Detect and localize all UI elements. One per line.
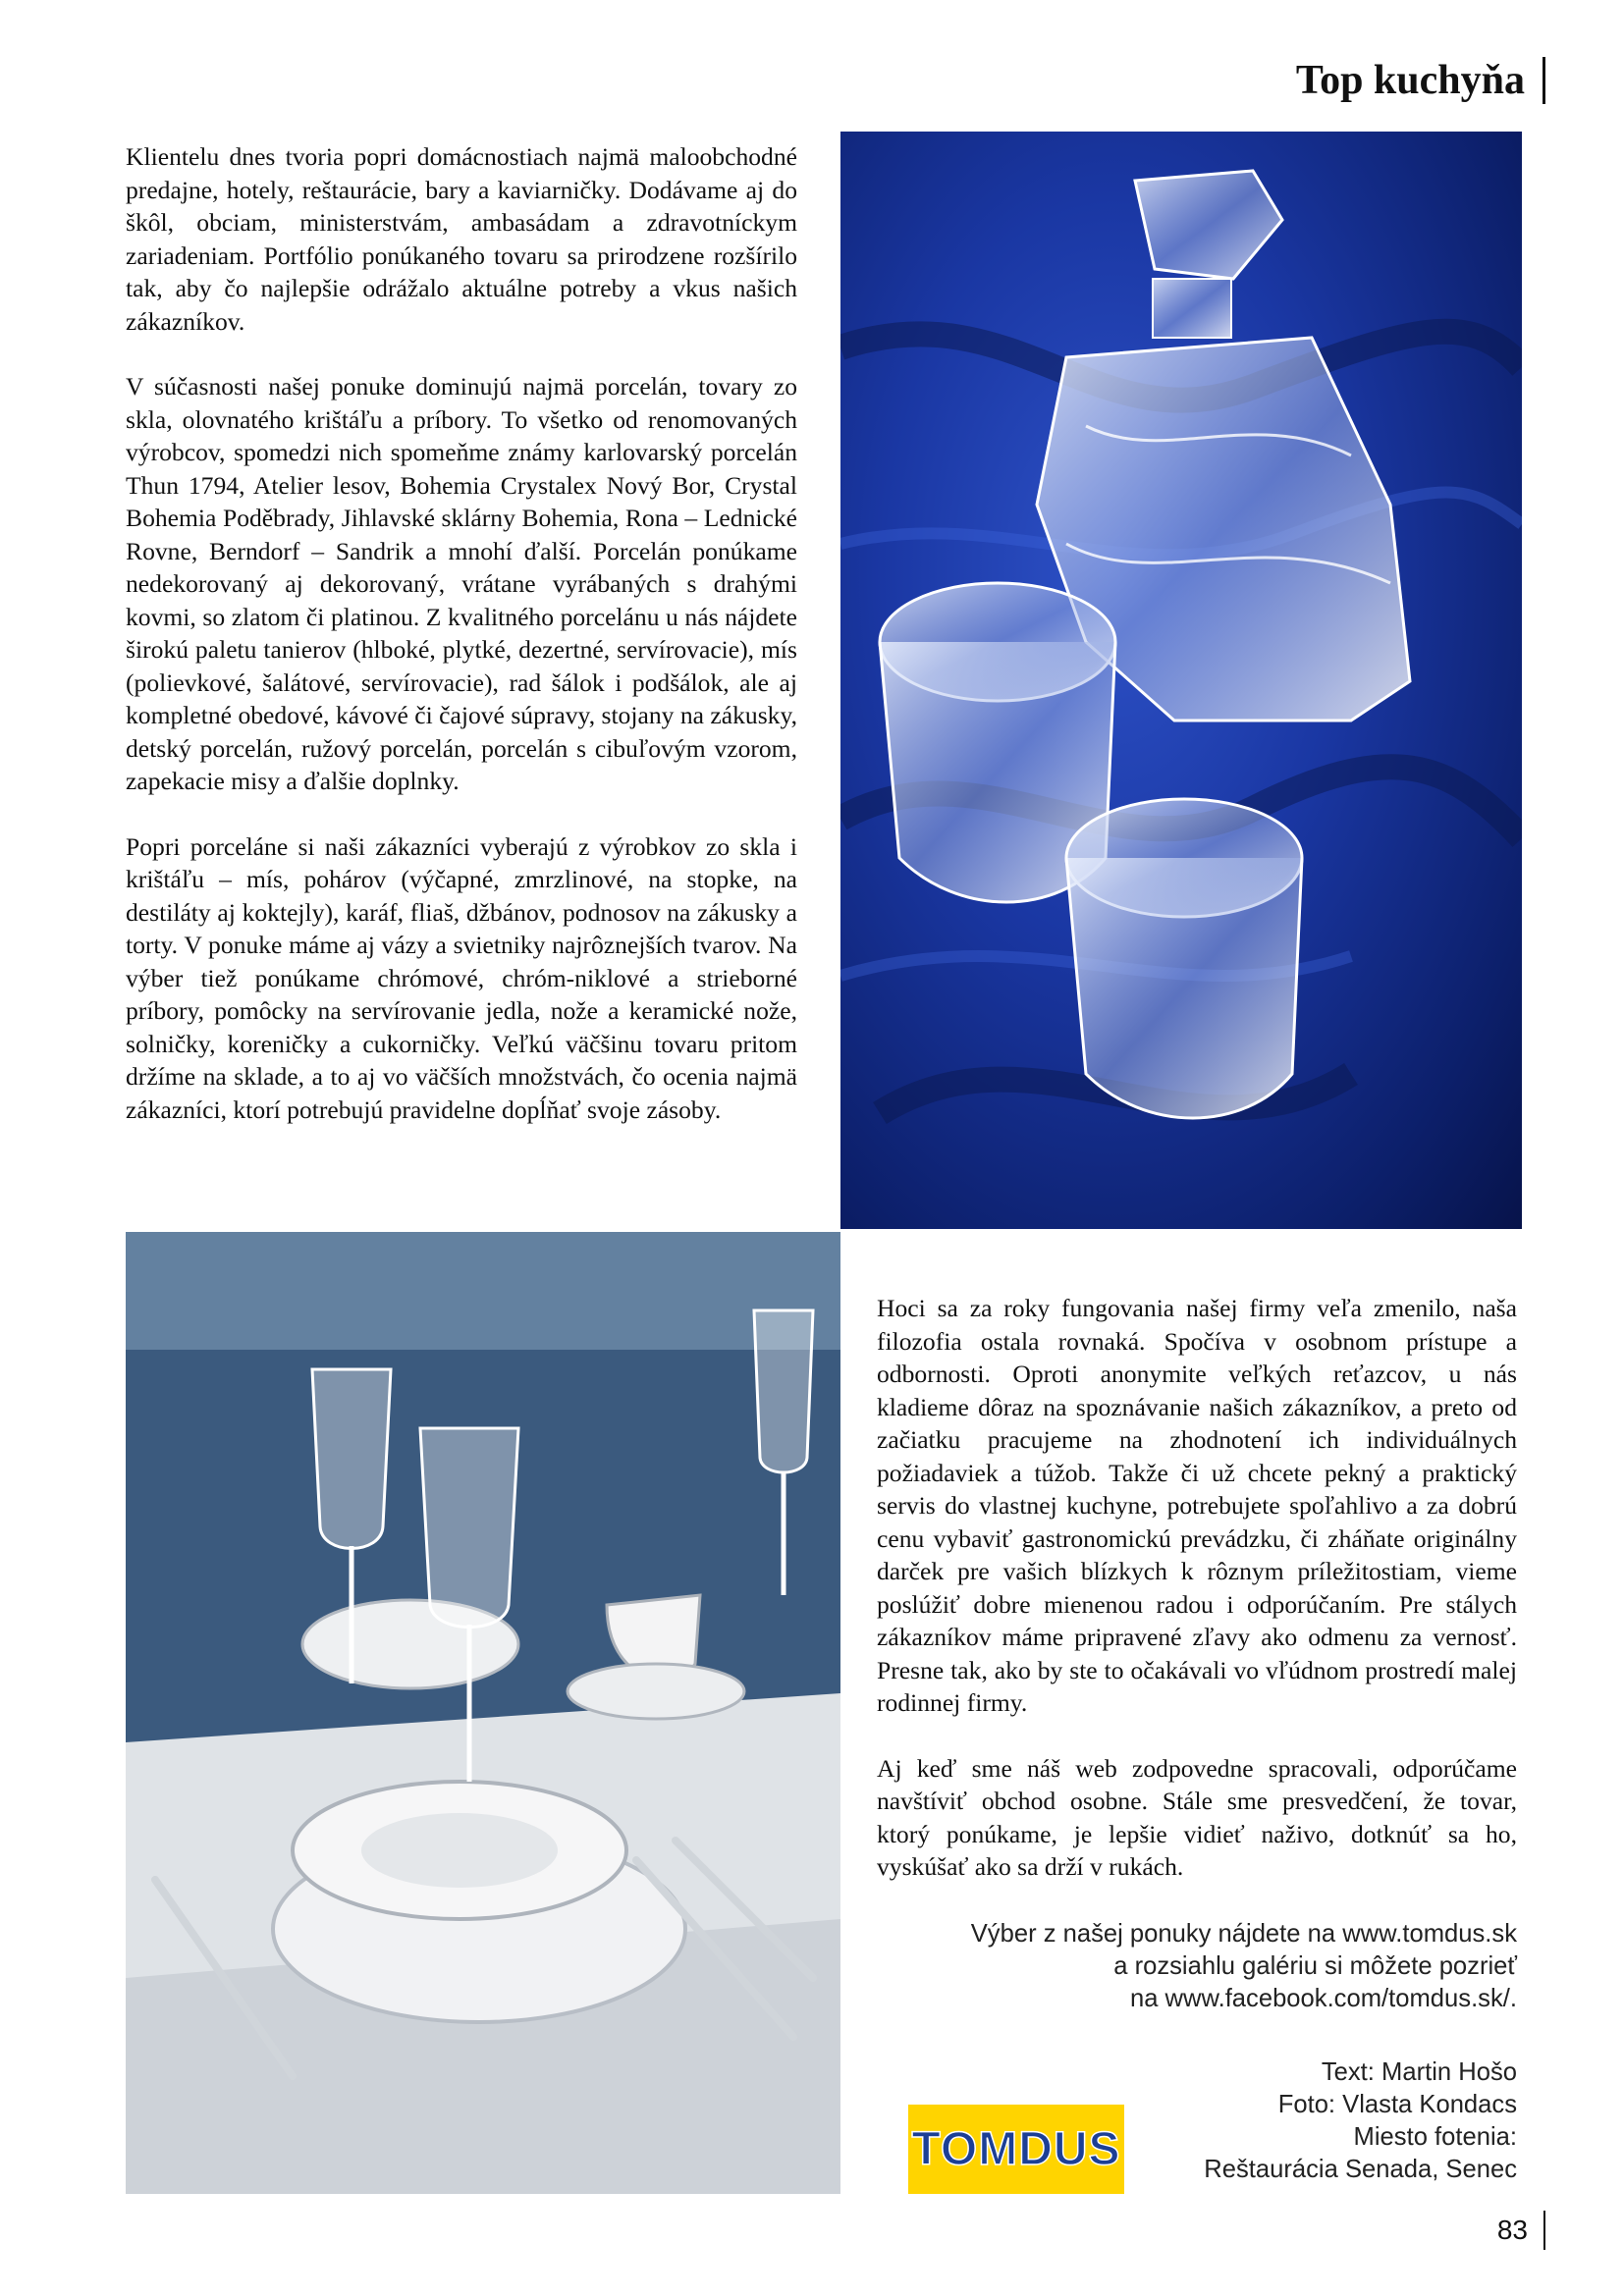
page-number xyxy=(1497,2211,1545,2250)
promo-note xyxy=(869,1918,1517,2015)
article-paragraph: Popri porceláne si naši zákazníci vyberajú z výrobkov zo skla i krištáľu – mís, pohárov (výčapné, zmrzlinové, na stopke, na destiláty aj koktejly), karáf, fliaš, džbánov, podnosov na zákusky a torty. V ponuke máme aj vázy a svietniky najrôznejších tvarov. Na výber tiež ponúkame chrómové, chróm-niklové a strieborné príbory, pomôcky na servírovanie jedla, nože a keramické nože, solničky, koreničky a cukorničky. Veľkú väčšinu tovaru pritom držíme na sklade, a to aj vo väčších množstvách, čo ocenia najmä zákazníci, ktorí potrebujú pravidelne dopĺňať svoje zásoby. xyxy=(126,831,797,1124)
logo-text: TOMDUS xyxy=(911,2123,1121,2175)
article-paragraph: Aj keď sme náš web zodpovedne spracovali, odporúčame navštíviť obchod osobne. Stále sme presvedčení, že tovar, ktorý ponúkame, je lepšie vidieť naživo, dotknúť sa ho, vyskúšať ako sa drží v rukách. xyxy=(877,1753,1517,1881)
tomdus-logo xyxy=(908,2105,1124,2194)
promo-line: na www.facebook.com/tomdus.sk/. xyxy=(1129,1985,1517,2012)
page-number-text: 83 xyxy=(1496,2215,1528,2245)
credit-line: Reštaurácia Senada, Senec xyxy=(1204,2156,1517,2183)
photo-table-setting xyxy=(126,1232,840,2194)
article-column-left xyxy=(126,140,797,1158)
article-paragraph: Hoci sa za roky fungovania našej firmy veľa zmenilo, naša filozofia ostala rovnaká. Spočíva v osobnom prístupe a odbornosti. Oproti anonymite veľkých reťazcov, u nás kladieme dôraz na spoznávanie našich zákazníkov, a preto od začiatku pracujeme na zhodnotení ich individuálnych požiadaviek a túžob. Takže či už chcete pekný a praktický servis do vlastnej kuchyne, potrebujete spoľahlivo a za dobrú cenu vybaviť gastronomickú prevádzku, či zháňate originálny darček pre vašich blízkych k rôznym príležitostiam, vieme poslúžiť dobre mienenou radou i odporúčaním. Pre stálych zákazníkov máme pripravené zľavy ako odmenu za vernosť. Presne tak, ako by ste to očakávali vo vľúdnom prostredí malej rodinnej firmy. xyxy=(877,1294,1517,1717)
promo-line: a rozsiahlu galériu si môžete pozrieť xyxy=(1113,1952,1517,1980)
photo-crystal-decanter xyxy=(840,132,1522,1229)
promo-line: Výber z našej ponuky nájdete na www.tomdus.sk xyxy=(970,1920,1517,1948)
credit-line: Foto: Vlasta Kondacs xyxy=(1277,2091,1517,2118)
title-divider xyxy=(1543,57,1545,104)
page-number-divider xyxy=(1543,2211,1545,2250)
credit-line: Miesto fotenia: xyxy=(1353,2123,1517,2151)
article-column-right xyxy=(877,1292,1517,1916)
article-paragraph: Klientelu dnes tvoria popri domácnostiach najmä maloobchodné predajne, hotely, reštaurácie, bary a kaviarničky. Dodávame aj do škôl, obciam, ministerstvám, ambasádam a zdravotníckym zariadeniam. Portfólio ponúkaného tovaru sa prirodzene rozšírilo tak, aby čo najlepšie odrážalo aktuálne potreby a vkus našich zákazníkov. xyxy=(126,142,797,336)
section-title-text: Top kuchyňa xyxy=(1295,58,1525,103)
table-setting-illustration xyxy=(126,1232,840,2194)
section-title xyxy=(1296,55,1545,106)
article-paragraph: V súčasnosti našej ponuke dominujú najmä porcelán, tovary zo skla, olovnatého krištáľu a príbory. To všetko od renomovaných výrobcov, spomedzi nich spomeňme známy karlovarský porcelán Thun 1794, Atelier lesov, Bohemia Crystalex Nový Bor, Crystal Bohemia Poděbrady, Jihlavské sklárny Bohemia, Rona – Lednické Rovne, Berndorf – Sandrik a mnohí ďalší. Porcelán ponúkame nedekorovaný aj dekorovaný, vrátane vyrábaných s drahými kovmi, so zlatom či platinou. Z kvalitného porcelánu u nás nájdete širokú paletu tanierov (hlboké, plytké, dezertné, servírovacie), mís (polievkové, šalátové, servírovacie), rad šálok i podšálok, ale aj kompletné obedové, kávové či čajové súpravy, stojany na zákusky, detský porcelán, ružový porcelán, porcelán s cibuľovým vzorom, zapekacie misy a ďalšie doplnky. xyxy=(126,372,797,795)
credit-line: Text: Martin Hošo xyxy=(1321,2058,1517,2086)
crystal-decanter-illustration xyxy=(840,132,1522,1229)
